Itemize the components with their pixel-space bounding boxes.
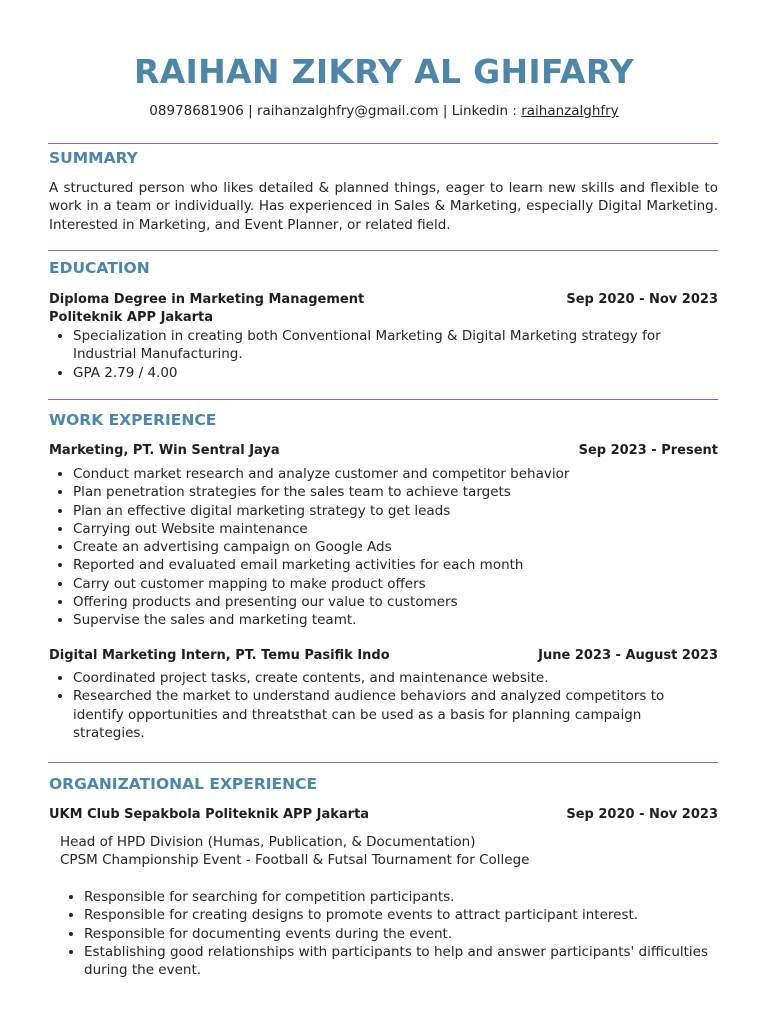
candidate-name: RAIHAN ZIKRY AL GHIFARY xyxy=(134,52,634,91)
phone-number: 08978681906 xyxy=(149,103,244,119)
list-item: • Researched the market to understand audience behaviors and analyzed competitors to identify opportunities and threatsthat can be used as a basis for planning campaign strategies. xyxy=(73,687,713,742)
list-item: • Offering products and presenting our value to customers xyxy=(73,593,713,611)
job-dates: Sep 2023 - Present xyxy=(578,443,718,458)
list-item: • Create an advertising campaign on Google Ads xyxy=(73,538,713,556)
linkedin-label: Linkedin : xyxy=(451,103,517,119)
education-header xyxy=(49,292,718,307)
list-item: • Supervise the sales and marketing teamt. xyxy=(73,611,713,629)
contact-line xyxy=(0,103,768,119)
list-item: • Responsible for creating designs to promote events to attract participant interest. xyxy=(84,906,724,924)
list-item: • Plan penetration strategies for the sales team to achieve targets xyxy=(73,483,713,501)
list-item: • Coordinated project tasks, create contents, and maintenance website. xyxy=(73,669,713,687)
list-item: • Specialization in creating both Conventional Marketing & Digital Marketing strategy for Industrial Manufacturing. xyxy=(73,327,713,364)
divider xyxy=(48,250,718,251)
list-item: • GPA 2.79 / 4.00 xyxy=(73,364,713,382)
school-name: Politeknik APP Jakarta xyxy=(49,310,213,325)
list-item: • Conduct market research and analyze customer and competitor behavior xyxy=(73,465,713,483)
job-role: Digital Marketing Intern, PT. Temu Pasifik Indo xyxy=(49,648,390,663)
list-item: • Reported and evaluated email marketing activities for each month xyxy=(73,556,713,574)
job-header xyxy=(49,443,718,458)
job-bullets xyxy=(49,465,713,630)
list-item: • Responsible for searching for competition participants. xyxy=(84,888,724,906)
org-bullets xyxy=(60,888,724,979)
org-event: CPSM Championship Event - Football & Futsal Tournament for College xyxy=(60,852,530,868)
summary-text: A structured person who likes detailed & planned things, eager to learn new skills and flexible to work in a team or individually. Has experienced in Sales & Marketing, especially Digital Marketing. Interested in Marketing, and Event Planner, or related field. xyxy=(49,180,718,233)
list-item: • Establishing good relationships with participants to help and answer participants' difficulties during the event. xyxy=(84,943,724,980)
education-bullets xyxy=(49,327,713,382)
email-address: raihanzalghfry@gmail.com xyxy=(256,103,439,119)
section-title-org: ORGANIZATIONAL EXPERIENCE xyxy=(49,775,318,793)
section-title-education: EDUCATION xyxy=(49,259,150,277)
linkedin-link[interactable]: raihanzalghfry xyxy=(521,103,619,119)
separator: | xyxy=(442,103,448,119)
org-dates: Sep 2020 - Nov 2023 xyxy=(566,807,718,822)
job-bullets xyxy=(49,669,713,742)
job-header xyxy=(49,648,718,663)
section-title-summary: SUMMARY xyxy=(49,149,138,167)
education-dates: Sep 2020 - Nov 2023 xyxy=(566,292,718,307)
list-item: • Carry out customer mapping to make product offers xyxy=(73,575,713,593)
separator: | xyxy=(248,103,253,119)
club-name: UKM Club Sepakbola Politeknik APP Jakarta xyxy=(49,807,370,822)
section-title-work: WORK EXPERIENCE xyxy=(49,411,217,429)
divider xyxy=(48,399,718,400)
org-role: Head of HPD Division (Humas, Publication, & Documentation) xyxy=(60,834,476,850)
job-dates: June 2023 - August 2023 xyxy=(538,648,718,663)
job-role: Marketing, PT. Win Sentral Jaya xyxy=(49,443,280,458)
org-header xyxy=(49,807,718,822)
list-item: • Plan an effective digital marketing strategy to get leads xyxy=(73,502,713,520)
list-item: • Carrying out Website maintenance xyxy=(73,520,713,538)
divider xyxy=(48,143,718,144)
degree-title: Diploma Degree in Marketing Management xyxy=(49,292,365,307)
list-item: • Responsible for documenting events during the event. xyxy=(84,925,724,943)
divider xyxy=(48,762,718,763)
